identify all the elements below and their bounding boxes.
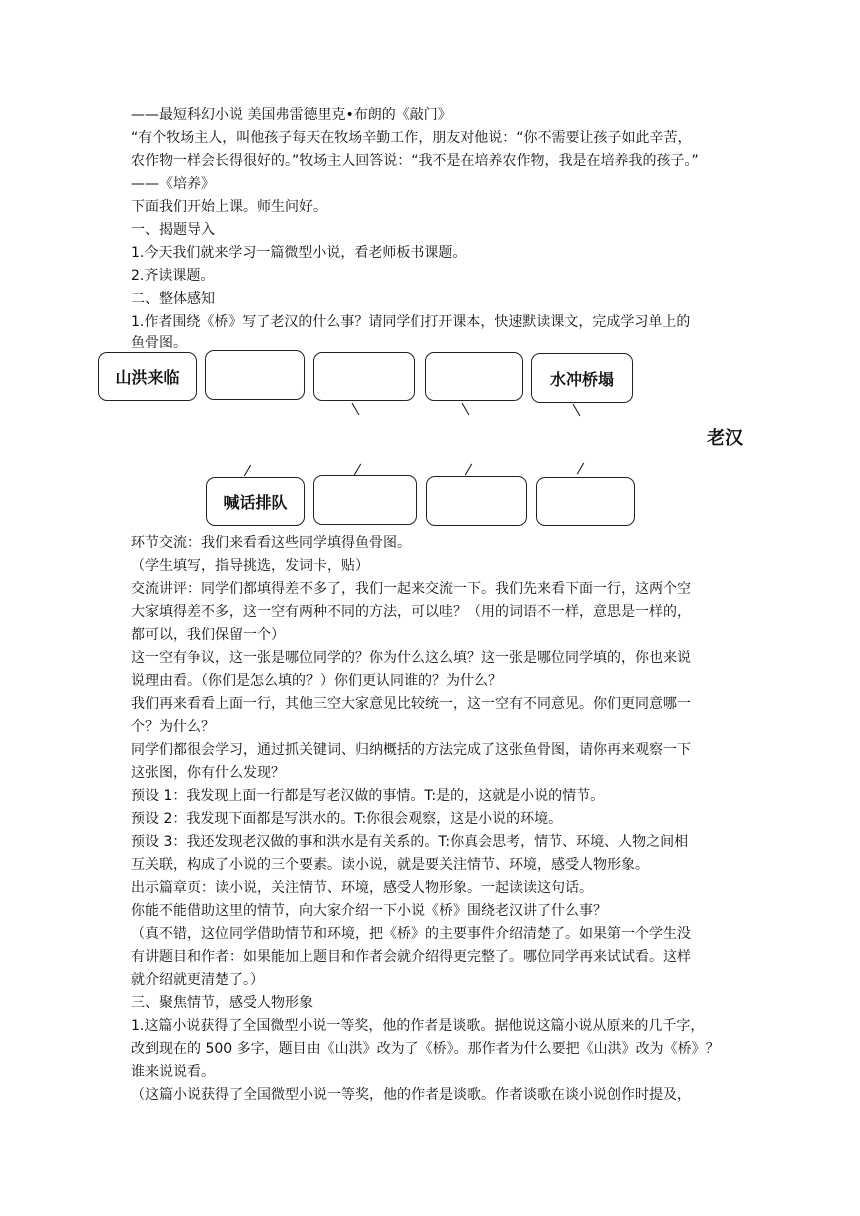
line-11: 鱼骨图。: [131, 335, 187, 351]
line-23: 预设 1：我发现上面一行都是写老汉做的事情。T:是的，这就是小说的情节。: [131, 788, 605, 804]
line-3: 农作物一样会长得很好的。”牧场主人回答说：“我不是在培养农作物，我是在培养我的孩子。”: [131, 153, 699, 169]
line-2: “有个牧场主人，叫他孩子每天在牧场辛勤工作，朋友对他说：“你不需要让孩子如此辛苦，: [131, 130, 692, 146]
line-34: 改到现在的 500 多字，题目由《山洪》改为了《桥》。那作者为什么要把《山洪》改为《桥》？: [131, 1041, 720, 1057]
line-13: （学生填写，指导挑选，发词卡，贴）: [131, 558, 369, 574]
top-connector-3: [573, 404, 581, 417]
top-box-4: [425, 352, 523, 401]
top-box-1: 山洪来临: [98, 352, 197, 401]
line-1: ——最短科幻小说 美国弗雷德里克•布朗的《敲门》: [131, 107, 452, 123]
line-21: 同学们都很会学习，通过抓关键词、归纳概括的方法完成了这张鱼骨图，请你再来观察一下: [131, 742, 691, 758]
line-31: 就介绍就更清楚了。）: [131, 972, 264, 988]
section-heading-1: 一、揭题导入: [131, 222, 215, 238]
line-12: 环节交流：我们来看看这些同学填得鱼骨图。: [131, 535, 411, 551]
top-box-2: [205, 350, 305, 400]
bottom-box-1: 喊话排队: [206, 477, 305, 526]
line-33: 1.这篇小说获得了全国微型小说一等奖，他的作者是谈歌。据他说这篇小说从原来的几千字，: [131, 1018, 705, 1034]
line-28: 你能不能借助这里的情节，向大家介绍一下小说《桥》围绕老汉讲了什么事？: [131, 903, 607, 919]
top-connector-2: [462, 403, 470, 416]
line-20: 个？为什么？: [131, 719, 215, 735]
bottom-connector-4: [577, 463, 584, 475]
top-box-3: [313, 352, 415, 401]
line-22: 这张图，你有什么发现？: [131, 765, 285, 781]
line-29: （真不错，这位同学借助情节和环境，把《桥》的主要事件介绍清楚了。如果第一个学生没: [131, 926, 691, 942]
line-19: 我们再来看看上面一行，其他三空大家意见比较统一，这一空有不同意见。你们更同意哪一: [131, 696, 691, 712]
line-36: （这篇小说获得了全国微型小说一等奖，他的作者是谈歌。作者谈歌在谈小说创作时提及，: [131, 1087, 691, 1103]
line-5: 下面我们开始上课。师生问好。: [131, 199, 327, 215]
bottom-connector-3: [465, 464, 472, 476]
bottom-connector-1: [244, 465, 251, 477]
top-box-5: 水冲桥塌: [531, 353, 633, 403]
section-heading-2: 二、整体感知: [131, 291, 215, 307]
bottom-connector-2: [354, 464, 361, 476]
bottom-box-2: [313, 475, 417, 525]
top-connector-1: [352, 403, 360, 416]
line-18: 说理由看。（你们是怎么填的？）你们更认同谁的？为什么？: [131, 673, 502, 689]
line-26: 互关联，构成了小说的三个要素。读小说，就是要关注情节、环境，感受人物形象。: [131, 857, 649, 873]
line-14: 交流讲评：同学们都填得差不多了，我们一起来交流一下。我们先来看下面一行，这两个空: [131, 581, 691, 597]
line-7: 1.今天我们就来学习一篇微型小说，看老师板书课题。: [131, 245, 467, 261]
line-4: ——《培养》: [131, 176, 215, 192]
line-15: 大家填得差不多，这一空有两种不同的方法，可以哇？（用的词语不一样，意思是一样的，: [131, 604, 691, 620]
line-17: 这一空有争议，这一张是哪位同学的？你为什么这么填？这一张是哪位同学填的，你也来说: [131, 650, 691, 666]
center-label: 老汉: [707, 428, 743, 449]
line-27: 出示篇章页：读小说，关注情节、环境，感受人物形象。一起读读这句话。: [131, 880, 593, 896]
line-30: 有讲题目和作者：如果能加上题目和作者会就介绍得更完整了。哪位同学再来试试看。这样: [131, 949, 691, 965]
line-10: 1.作者围绕《桥》写了老汉的什么事？请同学们打开课本，快速默读课文，完成学习单上的: [131, 314, 691, 330]
line-8: 2.齐读课题。: [131, 268, 215, 284]
bottom-box-4: [536, 477, 635, 526]
line-16: 都可以，我们保留一个）: [131, 627, 285, 643]
line-24: 预设 2：我发现下面都是写洪水的。T:你很会观察，这是小说的环境。: [131, 811, 563, 827]
line-25: 预设 3：我还发现老汉做的事和洪水是有关系的。T:你真会思考，情节、环境、人物之间相: [131, 834, 689, 850]
bottom-box-3: [426, 476, 527, 526]
line-35: 谁来说说看。: [131, 1064, 215, 1080]
section-heading-3: 三、聚焦情节，感受人物形象: [131, 995, 313, 1011]
